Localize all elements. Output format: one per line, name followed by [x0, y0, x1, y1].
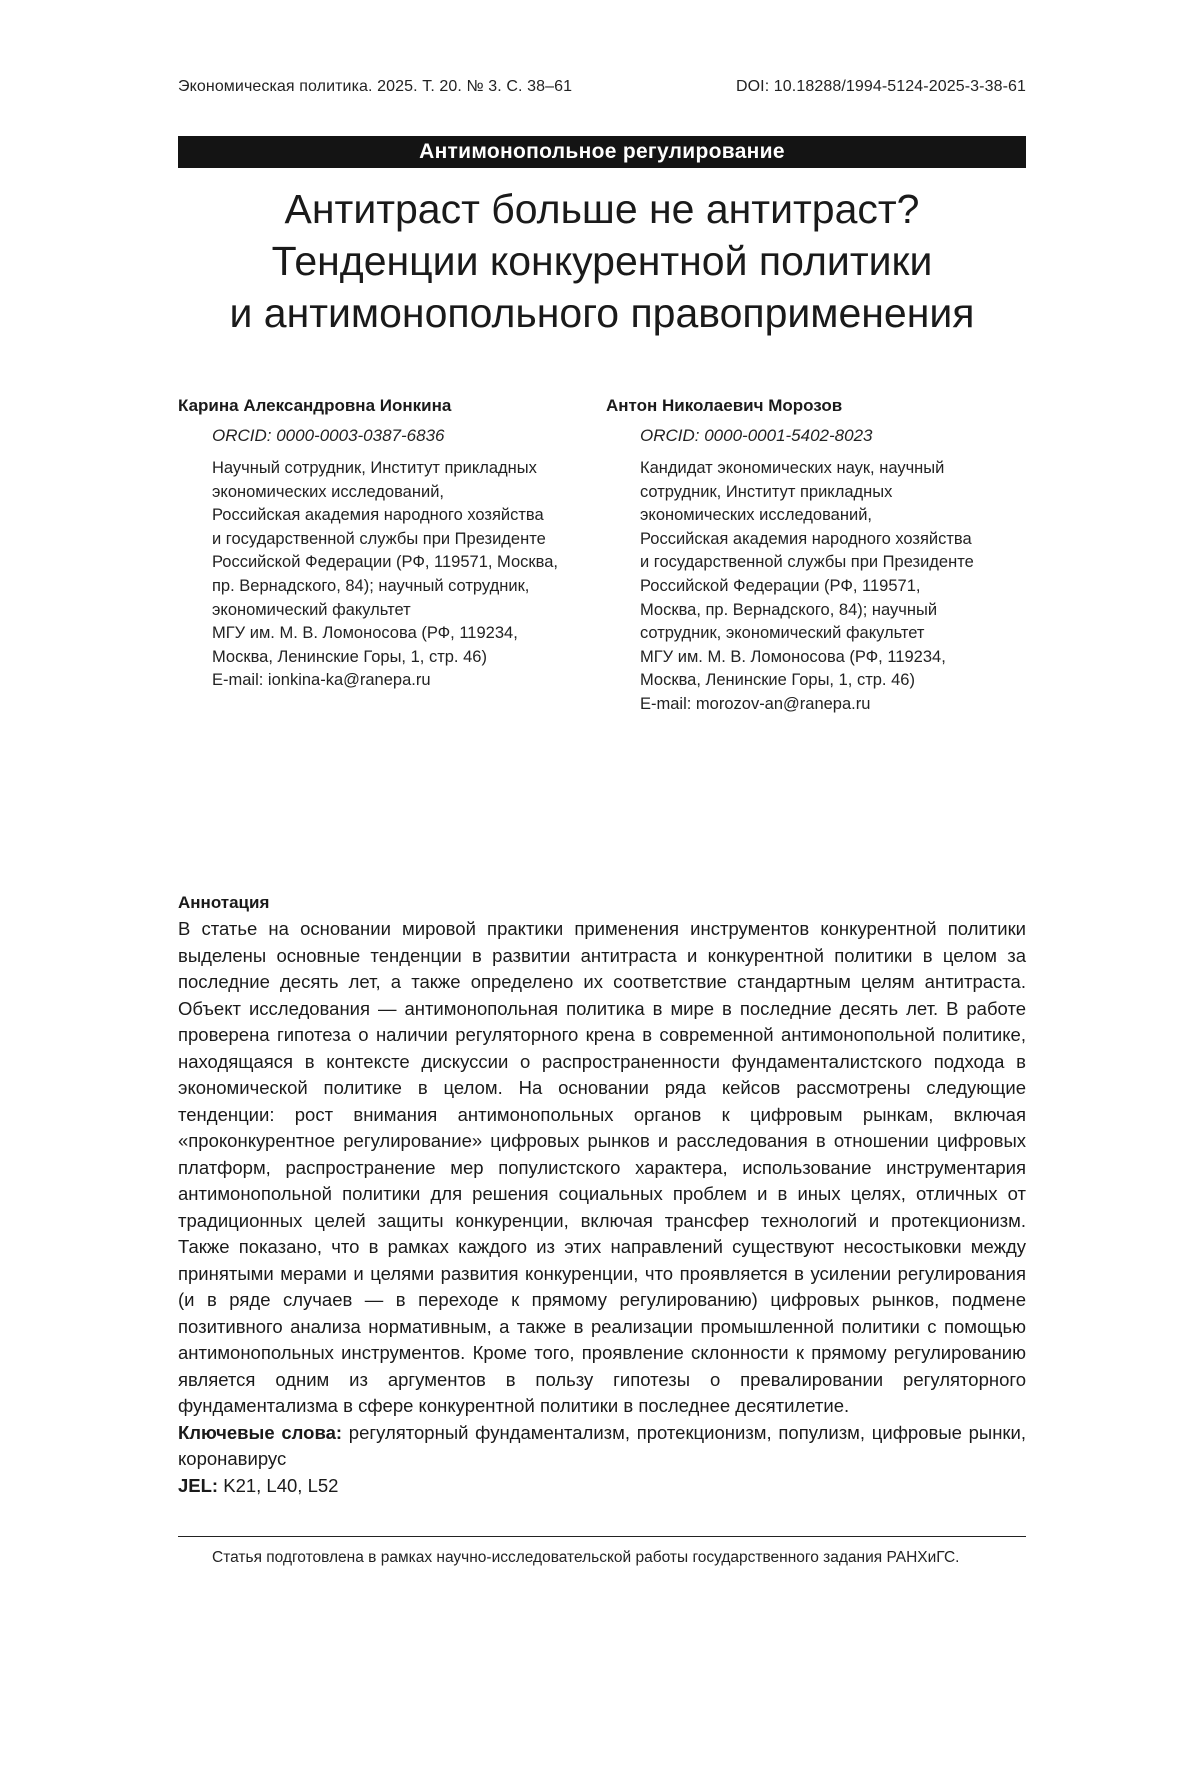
title-line: Антитраст больше не антитраст? — [178, 183, 1026, 235]
article-title — [178, 183, 1026, 339]
affiliation-line: Москва, Ленинские Горы, 1, стр. 46) — [640, 669, 1026, 693]
jel-label: JEL: — [178, 1475, 218, 1496]
affiliation-line: экономических исследований, — [640, 504, 1026, 528]
author-email[interactable]: E-mail: ionkina-ka@ranepa.ru — [212, 669, 606, 693]
title-line: и антимонопольного правоприменения — [178, 287, 1026, 339]
affiliation-line: Российской Федерации (РФ, 119571, — [640, 575, 1026, 599]
affiliation-line: Научный сотрудник, Институт прикладных — [212, 457, 606, 481]
footnote: Статья подготовлена в рамках научно-исследовательской работы государственного задания РАНХиГС. — [178, 1546, 1026, 1570]
abstract-section — [178, 890, 1026, 1499]
footnote-divider — [178, 1536, 1026, 1537]
author-affiliation — [212, 457, 606, 693]
author-orcid: ORCID: 0000-0001-5402-8023 — [640, 425, 1026, 447]
affiliation-line: экономических исследований, — [212, 481, 606, 505]
running-head — [178, 78, 1026, 96]
keywords-text: регуляторный фундаментализм, протекционизм, популизм, цифровые рынки, коронавирус — [178, 1422, 1026, 1470]
abstract-heading: Аннотация — [178, 890, 1026, 916]
affiliation-line: Российская академия народного хозяйства — [640, 528, 1026, 552]
jel-codes — [178, 1473, 1026, 1500]
affiliation-line: сотрудник, экономический факультет — [640, 622, 1026, 646]
section-heading: Антимонопольное регулирование — [178, 136, 1026, 168]
affiliation-line: МГУ им. М. В. Ломоносова (РФ, 119234, — [212, 622, 606, 646]
affiliation-line: и государственной службы при Президенте — [212, 528, 606, 552]
affiliation-line: Российской Федерации (РФ, 119571, Москва, — [212, 551, 606, 575]
affiliation-line: Москва, пр. Вернадского, 84); научный — [640, 599, 1026, 623]
author-email[interactable]: E-mail: morozov-an@ranepa.ru — [640, 693, 1026, 717]
doi: DOI: 10.18288/1994-5124-2025-3-38-61 — [736, 78, 1026, 96]
jel-text: K21, L40, L52 — [218, 1475, 338, 1496]
affiliation-line: экономический факультет — [212, 599, 606, 623]
affiliation-line: пр. Вернадского, 84); научный сотрудник, — [212, 575, 606, 599]
journal-citation: Экономическая политика. 2025. Т. 20. № 3. С. 38–61 — [178, 78, 572, 96]
author-morozov — [606, 395, 1026, 717]
author-name: Антон Николаевич Морозов — [606, 395, 1026, 417]
title-line: Тенденции конкурентной политики — [178, 235, 1026, 287]
affiliation-line: Кандидат экономических наук, научный — [640, 457, 1026, 481]
author-details — [606, 425, 1026, 717]
author-orcid: ORCID: 0000-0003-0387-6836 — [212, 425, 606, 447]
affiliation-line: и государственной службы при Президенте — [640, 551, 1026, 575]
keywords — [178, 1420, 1026, 1473]
affiliation-line: Москва, Ленинские Горы, 1, стр. 46) — [212, 646, 606, 670]
authors — [178, 395, 1026, 717]
author-name: Карина Александровна Ионкина — [178, 395, 606, 417]
author-details — [178, 425, 606, 693]
author-ionkina — [178, 395, 606, 717]
affiliation-line: сотрудник, Институт прикладных — [640, 481, 1026, 505]
author-affiliation — [640, 457, 1026, 717]
page-top — [178, 78, 1026, 717]
abstract-text: В статье на основании мировой практики применения инструментов конкурентной политики выделены основные тенденции в развитии антитраста и конкурентной политики в целом за последние десять лет, а также определено их соответствие стандартным целям антитраста. Объект исследования — антимонопольная политика в мире в последние десять лет. В работе проверена гипотеза о наличии регуляторного крена в современной антимонопольной политике, находящаяся в контексте дискуссии о распространенности фундаменталистского подхода в экономической политике в целом. На основании ряда кейсов рассмотрены следующие тенденции: рост внимания антимонопольных органов к цифровым рынкам, включая «проконкурентное регулирование» цифровых рынков и расследования в отношении цифровых платформ, распространение мер популистского характера, использование инструментария антимонопольной политики для решения социальных проблем и в иных целях, отличных от традиционных целей защиты конкуренции, включая трансфер технологий и протекционизм. Также показано, что в рамках каждого из этих направлений существуют несостыковки между принятыми мерами и целями развития конкуренции, что проявляется в усилении регулирования (и в ряде случаев — в переходе к прямому регулированию) цифровых рынков, подмене позитивного анализа нормативным, а также в реализации промышленной политики с помощью антимонопольных инструментов. Кроме того, проявление склонности к прямому регулированию является одним из аргументов в пользу гипотезы о превалировании регуляторного фундаментализма в сфере конкурентной политики в последнее десятилетие. — [178, 916, 1026, 1420]
affiliation-line: Российская академия народного хозяйства — [212, 504, 606, 528]
keywords-label: Ключевые слова: — [178, 1422, 342, 1443]
affiliation-line: МГУ им. М. В. Ломоносова (РФ, 119234, — [640, 646, 1026, 670]
